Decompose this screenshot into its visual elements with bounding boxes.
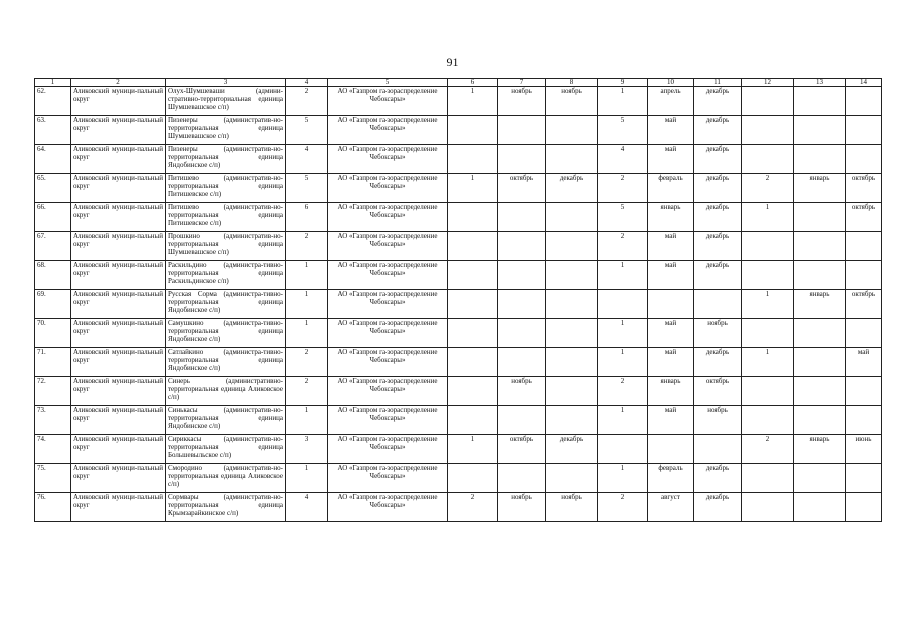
table-cell: 5 (286, 116, 328, 145)
table-row (35, 435, 882, 464)
table-cell: май (648, 348, 694, 377)
table-cell (546, 406, 598, 435)
table-cell: февраль (648, 174, 694, 203)
table-cell: 4 (286, 493, 328, 522)
table-cell: 67. (35, 232, 71, 261)
table-row (35, 232, 882, 261)
table-cell: 6 (286, 203, 328, 232)
table-cell: ноябрь (546, 87, 598, 116)
table-cell (448, 232, 498, 261)
table-cell: Аликовский муници-пальный округ (71, 232, 166, 261)
table-cell: ноябрь (694, 406, 742, 435)
table-cell (846, 232, 882, 261)
table-cell: январь (648, 377, 694, 406)
table-row (35, 145, 882, 174)
table-cell: 1 (598, 406, 648, 435)
table-cell (794, 261, 846, 290)
table-cell (794, 348, 846, 377)
table-cell (448, 203, 498, 232)
table-cell (742, 377, 794, 406)
table-cell: октябрь (846, 174, 882, 203)
table-cell (498, 290, 546, 319)
table-cell: 1 (742, 290, 794, 319)
table-cell: 1 (598, 464, 648, 493)
table-cell: май (648, 261, 694, 290)
table-row (35, 87, 882, 116)
table-cell: 2 (598, 493, 648, 522)
column-header: 6 (448, 79, 498, 87)
table-cell (648, 290, 694, 319)
column-header: 5 (328, 79, 448, 87)
table-row (35, 290, 882, 319)
table-cell: октябрь (498, 174, 546, 203)
table-cell: Сатлайкино (администра-тивно-территориальная единица Яндобинское с/п) (166, 348, 286, 377)
table-cell: 73. (35, 406, 71, 435)
table-cell: январь (794, 174, 846, 203)
table-cell: АО «Газпром га-зораспределение Чебоксары» (328, 232, 448, 261)
table-cell: 5 (286, 174, 328, 203)
table-cell (742, 493, 794, 522)
table-cell: Прошкино (административ-но-территориальная единица Шумшевашское с/п) (166, 232, 286, 261)
table-cell: 4 (286, 145, 328, 174)
table-cell: декабрь (694, 116, 742, 145)
table-cell (742, 87, 794, 116)
table-cell: Синерь (административно-территориальная единица Аликовское с/п) (166, 377, 286, 406)
table-cell: май (648, 232, 694, 261)
table-cell: ноябрь (546, 493, 598, 522)
table-row (35, 406, 882, 435)
table-cell: АО «Газпром га-зораспределение Чебоксары» (328, 464, 448, 493)
table-cell: Олух-Шумшеваши (админи-стративно-территориальная единица Шумшевашское с/п) (166, 87, 286, 116)
column-header: 1 (35, 79, 71, 87)
table-cell (742, 145, 794, 174)
column-header: 13 (794, 79, 846, 87)
table-cell (794, 203, 846, 232)
table-cell (742, 464, 794, 493)
table-cell: 71. (35, 348, 71, 377)
table-cell: 2 (598, 174, 648, 203)
table-cell (546, 116, 598, 145)
table-row (35, 319, 882, 348)
table-cell (794, 232, 846, 261)
table-cell (546, 290, 598, 319)
column-header: 8 (546, 79, 598, 87)
table-cell: 1 (448, 435, 498, 464)
table-cell: 74. (35, 435, 71, 464)
table-cell (742, 319, 794, 348)
table-row (35, 116, 882, 145)
table-row (35, 493, 882, 522)
header-row (35, 79, 882, 87)
table-cell: май (648, 116, 694, 145)
table-cell: 1 (742, 348, 794, 377)
table-row (35, 261, 882, 290)
table-cell: Питишево (административ-но-территориальная единица Питишевское с/п) (166, 174, 286, 203)
table-cell: декабрь (546, 174, 598, 203)
table-cell: 1 (448, 87, 498, 116)
table-row (35, 348, 882, 377)
table-cell: Аликовский муници-пальный округ (71, 319, 166, 348)
table-cell (794, 87, 846, 116)
table-cell (694, 290, 742, 319)
table-cell: 1 (598, 261, 648, 290)
table-cell (794, 464, 846, 493)
table-cell: октябрь (846, 290, 882, 319)
table-cell (846, 406, 882, 435)
table-cell (498, 116, 546, 145)
table-cell: Аликовский муници-пальный округ (71, 435, 166, 464)
column-header: 9 (598, 79, 648, 87)
table-cell: 68. (35, 261, 71, 290)
table-cell: 75. (35, 464, 71, 493)
table-cell: май (648, 319, 694, 348)
table-cell: декабрь (694, 348, 742, 377)
table-cell: октябрь (694, 377, 742, 406)
table-cell (498, 261, 546, 290)
table-cell: декабрь (546, 435, 598, 464)
table-cell (794, 116, 846, 145)
table-cell: 72. (35, 377, 71, 406)
table-cell: 2 (742, 435, 794, 464)
data-table (34, 78, 882, 522)
table-cell (546, 464, 598, 493)
table-cell: АО «Газпром га-зораспределение Чебоксары» (328, 377, 448, 406)
table-cell (448, 261, 498, 290)
table-cell: декабрь (694, 87, 742, 116)
table-cell (546, 203, 598, 232)
table-cell: декабрь (694, 261, 742, 290)
table-cell: 70. (35, 319, 71, 348)
table-cell: 2 (448, 493, 498, 522)
table-cell: ноябрь (498, 493, 546, 522)
table-cell (598, 435, 648, 464)
table-cell (448, 377, 498, 406)
table-cell: Сириккасы (административ-но-территориальная единица Большевыльское с/п) (166, 435, 286, 464)
table-cell (598, 290, 648, 319)
table-cell: АО «Газпром га-зораспределение Чебоксары» (328, 435, 448, 464)
table-cell (546, 348, 598, 377)
table-cell (498, 348, 546, 377)
table-cell: Аликовский муници-пальный округ (71, 145, 166, 174)
page-number: 91 (446, 55, 459, 69)
table-cell (546, 232, 598, 261)
table-cell: 76. (35, 493, 71, 522)
table-cell (498, 319, 546, 348)
table-cell: Аликовский муници-пальный округ (71, 493, 166, 522)
table-cell (846, 145, 882, 174)
table-cell: АО «Газпром га-зораспределение Чебоксары» (328, 406, 448, 435)
table-cell: Пизенеры (административ-но-территориальная единица Шумшевашское с/п) (166, 116, 286, 145)
table-cell: ноябрь (498, 87, 546, 116)
table-cell (742, 261, 794, 290)
table-cell: 1 (286, 290, 328, 319)
table-cell (846, 116, 882, 145)
table-cell: Самушкино (администра-тивно-территориальная единица Яндобинское с/п) (166, 319, 286, 348)
table-cell: январь (794, 435, 846, 464)
column-header: 4 (286, 79, 328, 87)
table-cell: Аликовский муници-пальный округ (71, 87, 166, 116)
table-cell (794, 145, 846, 174)
table-cell: декабрь (694, 464, 742, 493)
table-cell: Аликовский муници-пальный округ (71, 261, 166, 290)
table-cell: 5 (598, 116, 648, 145)
table-cell (794, 406, 846, 435)
table-cell: АО «Газпром га-зораспределение Чебоксары» (328, 174, 448, 203)
table-cell: Сормвары (административ-но-территориальная единица Крымзарайкинское с/п) (166, 493, 286, 522)
table-cell (498, 406, 546, 435)
table-cell: 2 (598, 232, 648, 261)
table-cell (742, 406, 794, 435)
table-cell (546, 377, 598, 406)
table-cell (794, 377, 846, 406)
column-header: 11 (694, 79, 742, 87)
column-header: 2 (71, 79, 166, 87)
table-cell: АО «Газпром га-зораспределение Чебоксары» (328, 348, 448, 377)
table-cell: ноябрь (498, 377, 546, 406)
table-cell: декабрь (694, 493, 742, 522)
table-cell (846, 261, 882, 290)
table-cell: 2 (286, 348, 328, 377)
table-row (35, 174, 882, 203)
table-cell: Аликовский муници-пальный округ (71, 464, 166, 493)
table-cell: АО «Газпром га-зораспределение Чебоксары» (328, 261, 448, 290)
table-cell (846, 493, 882, 522)
table-cell: январь (648, 203, 694, 232)
table-cell: Раскильдино (администра-тивно-территориальная единица Раскильдинское с/п) (166, 261, 286, 290)
table-cell (546, 261, 598, 290)
table-cell (498, 203, 546, 232)
table-cell: АО «Газпром га-зораспределение Чебоксары» (328, 116, 448, 145)
table-cell: май (648, 406, 694, 435)
column-header: 10 (648, 79, 694, 87)
table-cell (846, 319, 882, 348)
table-cell: май (846, 348, 882, 377)
table-cell: 1 (286, 261, 328, 290)
table-cell (794, 319, 846, 348)
table-cell (546, 145, 598, 174)
table-cell (794, 493, 846, 522)
table-cell (448, 145, 498, 174)
table-cell: Аликовский муници-пальный округ (71, 290, 166, 319)
table-cell: АО «Газпром га-зораспределение Чебоксары» (328, 203, 448, 232)
table-cell: 3 (286, 435, 328, 464)
table-cell (448, 348, 498, 377)
table-cell: 69. (35, 290, 71, 319)
table-cell: 5 (598, 203, 648, 232)
table-cell: 4 (598, 145, 648, 174)
table-cell (448, 116, 498, 145)
table-row (35, 377, 882, 406)
table-cell (448, 290, 498, 319)
table-cell: декабрь (694, 174, 742, 203)
table-cell: 1 (286, 406, 328, 435)
table-cell: Аликовский муници-пальный округ (71, 348, 166, 377)
table-cell: декабрь (694, 203, 742, 232)
table-cell (846, 377, 882, 406)
column-header: 3 (166, 79, 286, 87)
table-row (35, 203, 882, 232)
table-cell: 1 (742, 203, 794, 232)
table-cell: 2 (598, 377, 648, 406)
table-cell: декабрь (694, 145, 742, 174)
table-cell (448, 406, 498, 435)
table-cell: 2 (742, 174, 794, 203)
table-cell: 63. (35, 116, 71, 145)
table-cell (742, 116, 794, 145)
table-cell (694, 435, 742, 464)
table-cell: октябрь (498, 435, 546, 464)
column-header: 12 (742, 79, 794, 87)
table-cell: июнь (846, 435, 882, 464)
table-cell: АО «Газпром га-зораспределение Чебоксары» (328, 493, 448, 522)
table-cell: 2 (286, 232, 328, 261)
table-cell: январь (794, 290, 846, 319)
table-cell (648, 435, 694, 464)
table-cell: 1 (286, 464, 328, 493)
table-cell: Аликовский муници-пальный округ (71, 406, 166, 435)
table-cell: АО «Газпром га-зораспределение Чебоксары» (328, 145, 448, 174)
table-cell: май (648, 145, 694, 174)
table-cell (546, 319, 598, 348)
table-cell: 2 (286, 87, 328, 116)
table-cell: Аликовский муници-пальный округ (71, 116, 166, 145)
table-cell: 1 (286, 319, 328, 348)
table-cell: Смородино (административ-но-территориальная единица Аликовское с/п) (166, 464, 286, 493)
table-cell: 62. (35, 87, 71, 116)
column-header: 7 (498, 79, 546, 87)
table-cell (846, 87, 882, 116)
table-cell: 1 (448, 174, 498, 203)
table-cell: АО «Газпром га-зораспределение Чебоксары» (328, 87, 448, 116)
table-cell (498, 145, 546, 174)
table-cell: 66. (35, 203, 71, 232)
table-cell: АО «Газпром га-зораспределение Чебоксары» (328, 319, 448, 348)
table-cell: октябрь (846, 203, 882, 232)
table-cell: Аликовский муници-пальный округ (71, 377, 166, 406)
table-cell (498, 464, 546, 493)
table-cell: ноябрь (694, 319, 742, 348)
table-cell: 64. (35, 145, 71, 174)
table-cell: Синькасы (административ-но-территориальная единица Яндобинское с/п) (166, 406, 286, 435)
table-cell: 1 (598, 87, 648, 116)
table-cell: Аликовский муници-пальный округ (71, 174, 166, 203)
table-cell: апрель (648, 87, 694, 116)
table-cell: Русская Сорма (администра-тивно-территориальная единица Яндобинское с/п) (166, 290, 286, 319)
table-cell: декабрь (694, 232, 742, 261)
table-cell: февраль (648, 464, 694, 493)
table-cell (448, 319, 498, 348)
table-cell (448, 464, 498, 493)
table-row (35, 464, 882, 493)
table-cell: 65. (35, 174, 71, 203)
column-header: 14 (846, 79, 882, 87)
table-cell: АО «Газпром га-зораспределение Чебоксары» (328, 290, 448, 319)
table-cell: 1 (598, 348, 648, 377)
table-cell: 2 (286, 377, 328, 406)
table-cell: Питишево (административ-но-территориальная единица Питишевское с/п) (166, 203, 286, 232)
table-cell (498, 232, 546, 261)
table-cell: Пизенеры (административ-но-территориальная единица Яндобинское с/п) (166, 145, 286, 174)
table-cell: август (648, 493, 694, 522)
table-cell: 1 (598, 319, 648, 348)
table-cell (742, 232, 794, 261)
table-cell: Аликовский муници-пальный округ (71, 203, 166, 232)
table-cell (846, 464, 882, 493)
